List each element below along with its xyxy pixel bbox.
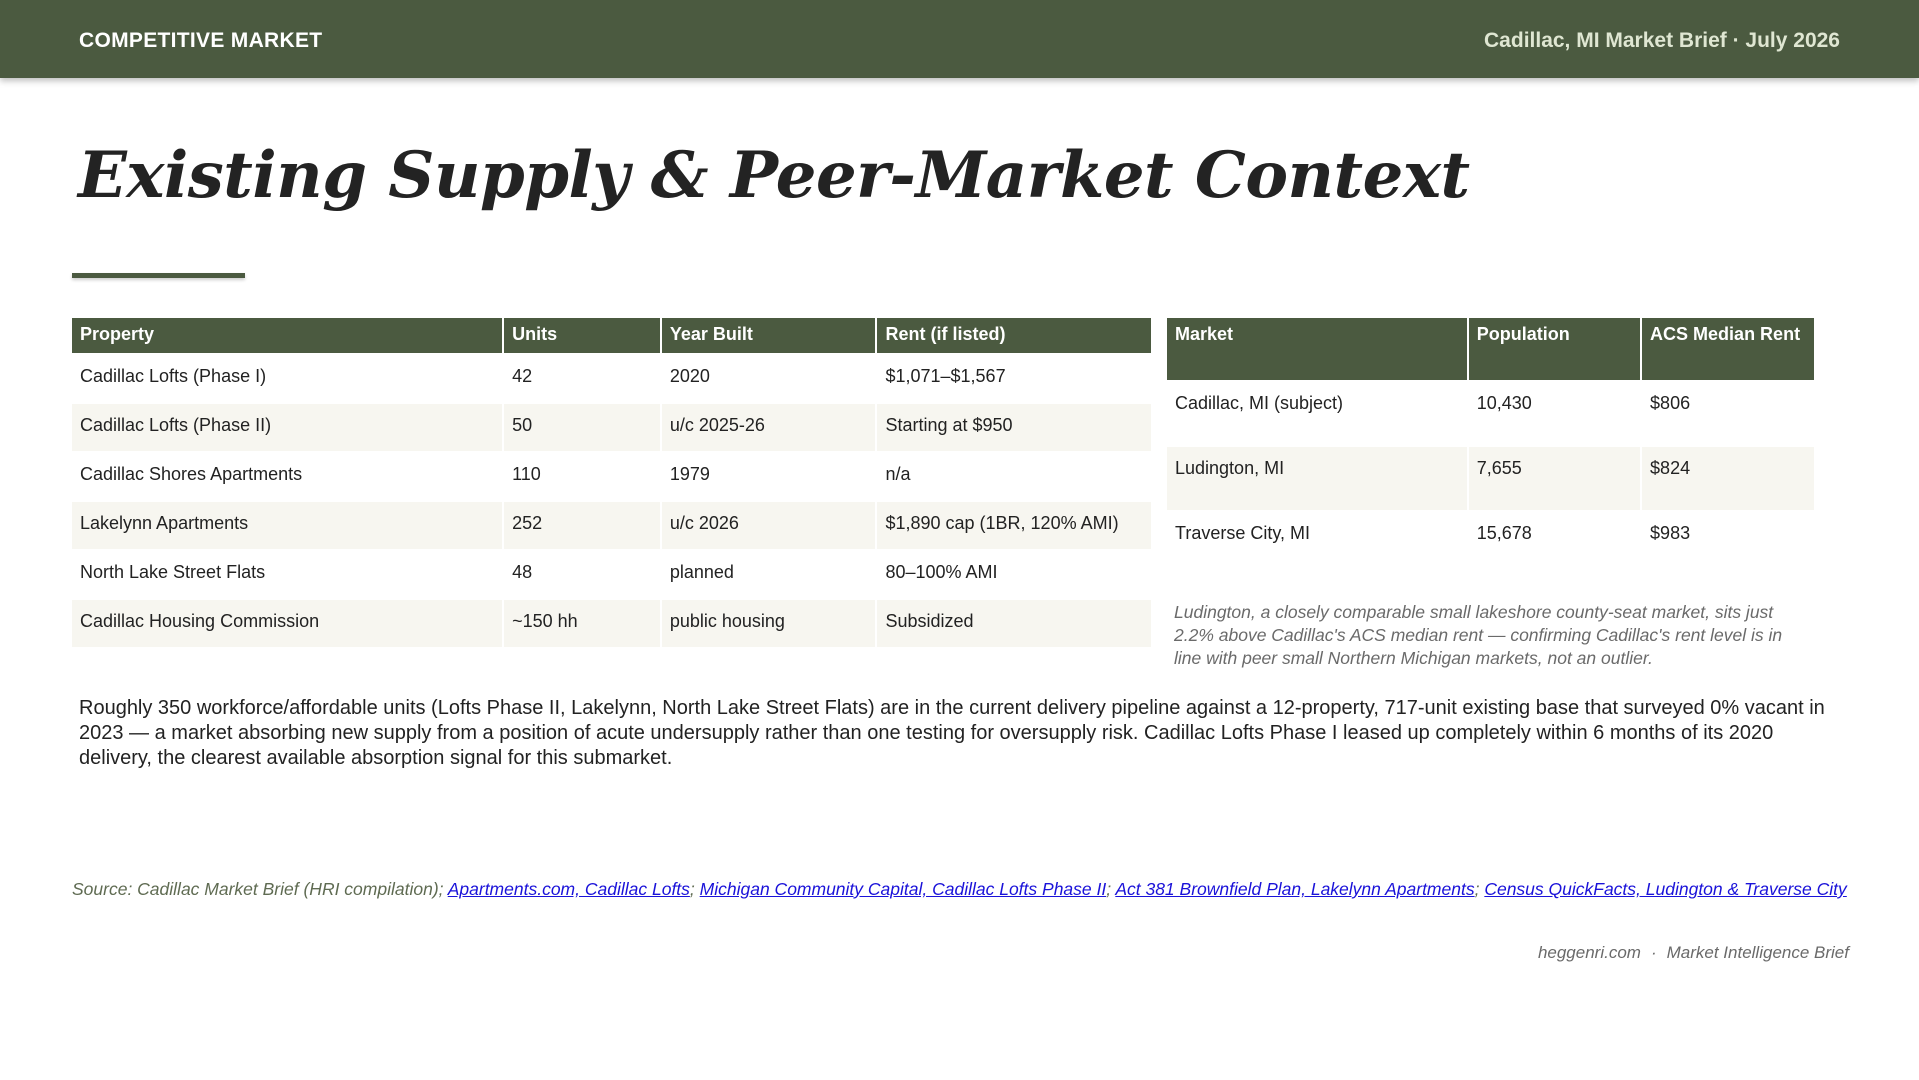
peer-col-header: Market bbox=[1167, 318, 1467, 380]
table-cell: Ludington, MI bbox=[1167, 447, 1467, 510]
table-cell: ~150 hh bbox=[504, 600, 660, 647]
supply-col-header: Units bbox=[504, 318, 660, 353]
table-cell: Traverse City, MI bbox=[1175, 523, 1311, 543]
table-cell: n/a bbox=[885, 464, 911, 484]
footer-site: heggenri.com bbox=[1537, 943, 1641, 962]
table-row bbox=[1167, 447, 1814, 510]
table-cell: North Lake Street Flats bbox=[80, 562, 266, 582]
table-cell: Cadillac, MI (subject) bbox=[1175, 393, 1344, 413]
table-row bbox=[72, 600, 1151, 647]
table-cell: $983 bbox=[1650, 523, 1691, 543]
table-cell: 80–100% AMI bbox=[885, 562, 998, 582]
sources-prefix: Source: Cadillac Market Brief (HRI compilation); bbox=[72, 879, 448, 899]
sources-line bbox=[72, 880, 1847, 899]
table-row bbox=[72, 404, 1151, 451]
source-link-census-quickfacts[interactable]: Census QuickFacts, Ludington & Traverse City bbox=[1484, 879, 1847, 899]
table-row bbox=[1167, 512, 1814, 575]
table-cell: Starting at $950 bbox=[877, 404, 1151, 451]
table-cell: u/c 2025-26 bbox=[662, 404, 876, 451]
footer-label: Market Intelligence Brief bbox=[1666, 943, 1849, 962]
table-cell: planned bbox=[669, 562, 734, 582]
table-cell: $1,071–$1,567 bbox=[885, 366, 1006, 386]
table-cell: 110 bbox=[512, 464, 541, 484]
supply-col-header: Property bbox=[72, 318, 502, 353]
table-cell: Cadillac Lofts (Phase I) bbox=[80, 366, 267, 386]
supply-summary-paragraph: Roughly 350 workforce/affordable units (Lofts Phase II, Lakelynn, North Lake Street Flats) are in the current delivery pipeline against a 12-property, 717-unit existing base that surveyed 0% vacant in 2023 — a market absorbing new supply from a position of acute undersupply rather than one testing for oversupply risk. Cadillac Lofts Phase I leased up completely within 6 months of its 2020 delivery, the clearest available absorption signal for this submarket. bbox=[79, 697, 1825, 769]
table-cell: Cadillac Lofts (Phase II) bbox=[72, 404, 502, 451]
table-cell: 7,655 bbox=[1469, 447, 1640, 510]
source-link-michigan-community-capital[interactable]: Michigan Community Capital, Cadillac Lofts Phase II bbox=[699, 879, 1107, 899]
table-cell: u/c 2026 bbox=[662, 502, 876, 549]
source-link-apartments-com[interactable]: Apartments.com, Cadillac Lofts bbox=[447, 879, 690, 899]
footer-separator: · bbox=[1650, 943, 1657, 962]
table-cell: 1979 bbox=[669, 464, 710, 484]
table-cell: 42 bbox=[512, 366, 533, 386]
supply-col-header: Year Built bbox=[662, 318, 876, 353]
title-accent-rule bbox=[72, 273, 245, 278]
table-row bbox=[72, 453, 1151, 500]
brief-label: Cadillac, MI Market Brief · July 2026 bbox=[1484, 29, 1840, 52]
peer-col-header: Population bbox=[1469, 318, 1640, 380]
table-cell: 2020 bbox=[669, 366, 710, 386]
table-cell: 252 bbox=[504, 502, 660, 549]
page-footer bbox=[1538, 943, 1849, 963]
table-row bbox=[1167, 382, 1814, 445]
sources-separator: ; bbox=[1106, 879, 1116, 899]
table-row bbox=[72, 502, 1151, 549]
peer-col-header: ACS Median Rent bbox=[1642, 318, 1814, 380]
header-bar bbox=[0, 0, 1919, 78]
table-cell: Cadillac Housing Commission bbox=[72, 600, 502, 647]
table-cell: $824 bbox=[1642, 447, 1814, 510]
supply-header-row bbox=[72, 318, 1151, 353]
table-cell: Subsidized bbox=[877, 600, 1151, 647]
table-row bbox=[72, 355, 1151, 402]
table-cell: 50 bbox=[504, 404, 660, 451]
table-cell: Cadillac Shores Apartments bbox=[80, 464, 303, 484]
sources-separator: ; bbox=[689, 879, 700, 899]
table-cell: $806 bbox=[1650, 393, 1691, 413]
peer-market-table bbox=[1165, 316, 1816, 577]
table-cell: Lakelynn Apartments bbox=[72, 502, 502, 549]
peer-market-note: Ludington, a closely comparable small lakeshore county-seat market, sits just 2.2% above Cadillac's ACS median rent — confirming Cadillac's rent level is in line with peer small Northern Michigan markets, not an outlier. bbox=[1174, 602, 1783, 668]
peer-header-row bbox=[1167, 318, 1814, 380]
table-cell: $1,890 cap (1BR, 120% AMI) bbox=[877, 502, 1151, 549]
table-cell: 10,430 bbox=[1476, 393, 1532, 413]
table-cell: public housing bbox=[662, 600, 876, 647]
sources-separator: ; bbox=[1474, 879, 1485, 899]
section-label: COMPETITIVE MARKET bbox=[79, 29, 323, 52]
table-cell: 48 bbox=[512, 562, 533, 582]
existing-supply-table bbox=[70, 316, 1153, 649]
page-title: Existing Supply & Peer-Market Context bbox=[78, 138, 1470, 213]
table-cell: 15,678 bbox=[1476, 523, 1532, 543]
supply-col-header: Rent (if listed) bbox=[877, 318, 1151, 353]
table-row bbox=[72, 551, 1151, 598]
source-link-act-381-brownfield[interactable]: Act 381 Brownfield Plan, Lakelynn Apartments bbox=[1115, 879, 1475, 899]
